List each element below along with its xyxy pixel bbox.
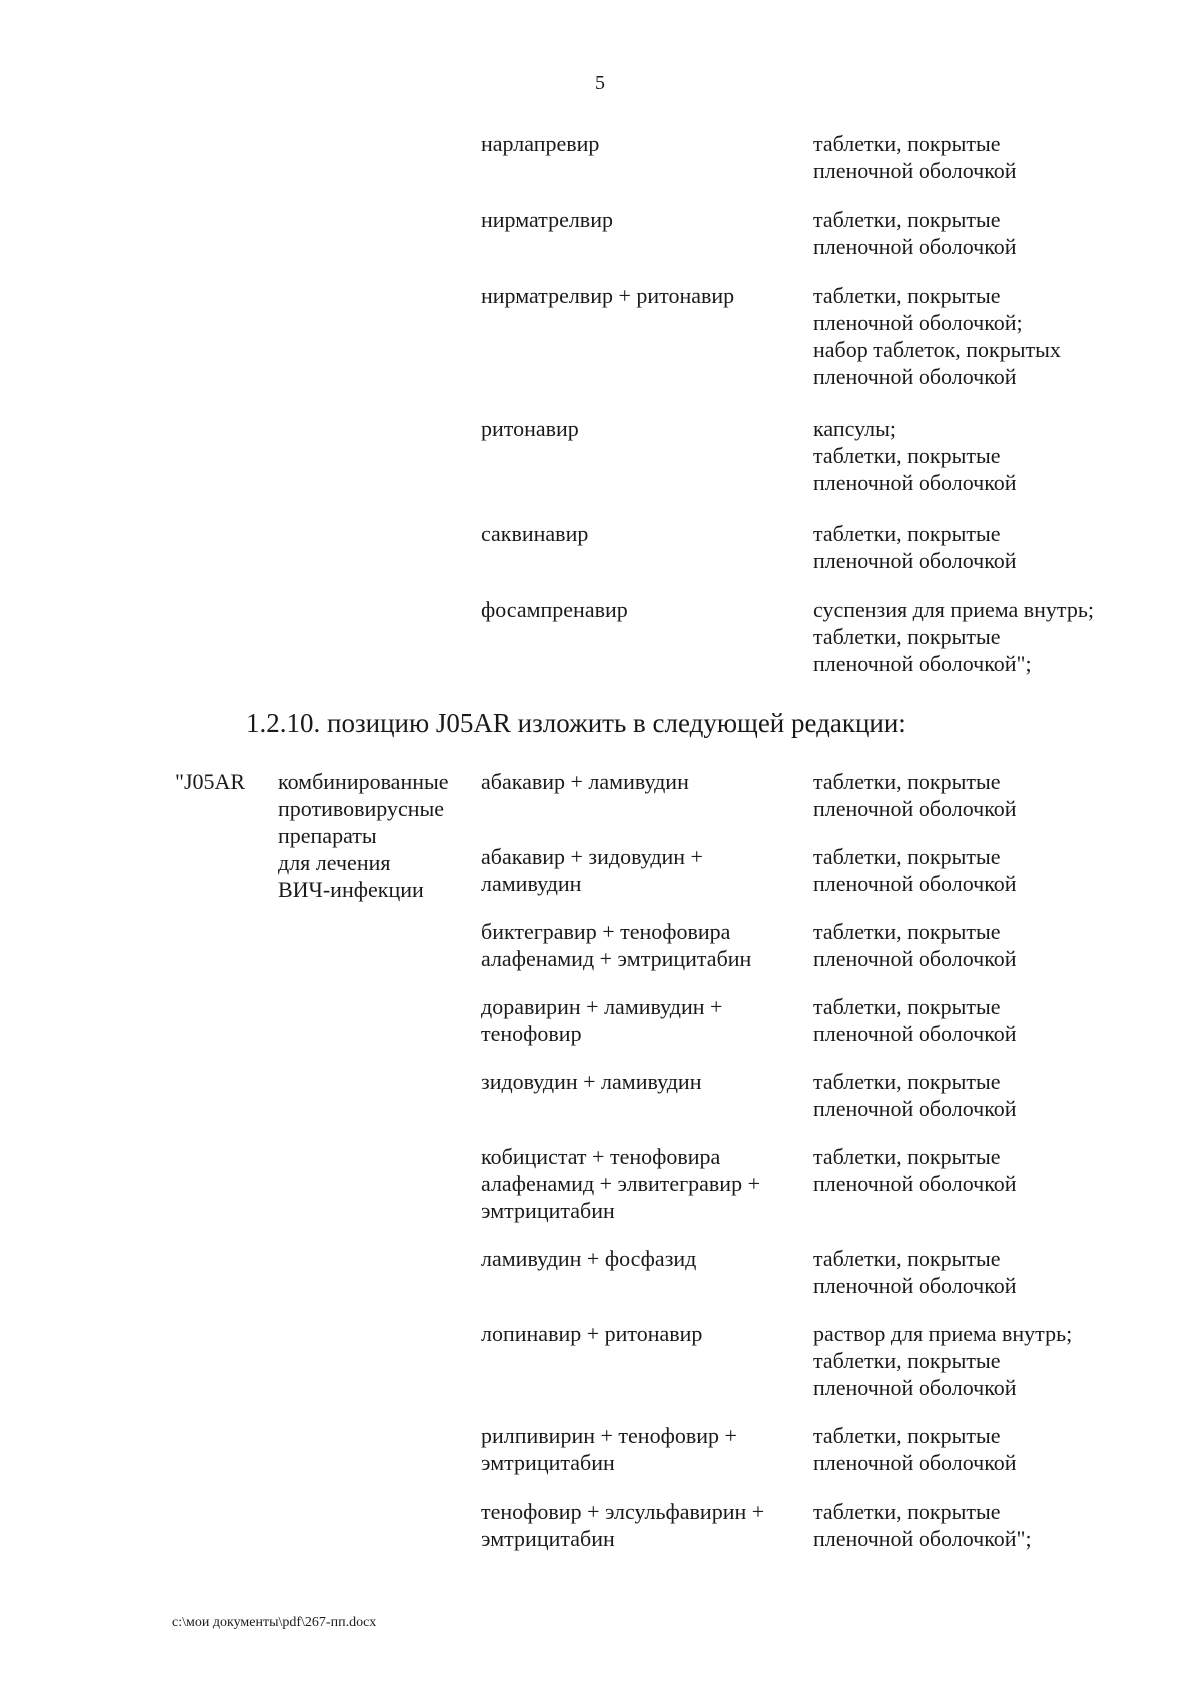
drug-name-line: алафенамид + элвитегравир + (481, 1171, 760, 1196)
drug-name (481, 415, 811, 442)
drug-name-line: эмтрицитабин (481, 1450, 615, 1475)
dosage-form (813, 282, 1193, 390)
dosage-form-line: таблетки, покрытые (813, 844, 1001, 869)
dosage-form-line: таблетки, покрытые (813, 521, 1001, 546)
drug-name-line: ритонавир (481, 416, 579, 441)
drug-name-line: саквинавир (481, 521, 589, 546)
dosage-form-line: таблетки, покрытые (813, 624, 1001, 649)
drug-name-line: эмтрицитабин (481, 1198, 615, 1223)
drug-name-line: зидовудин + ламивудин (481, 1069, 702, 1094)
dosage-form-line: таблетки, покрытые (813, 443, 1001, 468)
dosage-form (813, 993, 1193, 1047)
dosage-form (813, 918, 1193, 972)
drug-name (481, 1320, 811, 1347)
dosage-form (813, 1245, 1193, 1299)
dosage-form (813, 415, 1193, 496)
drug-name (481, 1422, 811, 1476)
dosage-form (813, 206, 1193, 260)
amendment-instruction: 1.2.10. позицию J05AR изложить в следующей редакции: (246, 708, 906, 738)
drug-name-line: нирматрелвир + ритонавир (481, 283, 735, 308)
dosage-form-line: пленочной оболочкой"; (813, 1526, 1032, 1551)
dosage-form (813, 520, 1193, 574)
dosage-form-line: пленочной оболочкой (813, 1450, 1017, 1475)
dosage-form (813, 1498, 1193, 1552)
drug-name-line: рилпивирин + тенофовир + (481, 1423, 737, 1448)
dosage-form-line: пленочной оболочкой (813, 1021, 1017, 1046)
dosage-form-line: пленочной оболочкой (813, 871, 1017, 896)
dosage-form-line: капсулы; (813, 416, 896, 441)
dosage-form-line: таблетки, покрытые (813, 994, 1001, 1019)
drug-name-line: нарлапревир (481, 131, 600, 156)
drug-name-line: ламивудин + фосфазид (481, 1246, 697, 1271)
dosage-form (813, 596, 1193, 677)
dosage-form-line: таблетки, покрытые (813, 283, 1001, 308)
dosage-form (813, 1422, 1193, 1476)
drug-name (481, 768, 811, 795)
dosage-form-line: пленочной оболочкой (813, 1171, 1017, 1196)
dosage-form-line: пленочной оболочкой (813, 1375, 1017, 1400)
drug-name (481, 520, 811, 547)
dosage-form-line: пленочной оболочкой (813, 470, 1017, 495)
dosage-form (813, 1068, 1193, 1122)
drug-name (481, 993, 811, 1047)
drug-name (481, 1143, 811, 1224)
drug-name-line: нирматрелвир (481, 207, 613, 232)
dosage-form (813, 130, 1193, 184)
dosage-form-line: пленочной оболочкой (813, 364, 1017, 389)
dosage-form-line: пленочной оболочкой (813, 158, 1017, 183)
drug-name (481, 918, 811, 972)
drug-name-line: биктегравир + тенофовира (481, 919, 731, 944)
group-name-line: противовирусные (278, 796, 445, 821)
file-path-footer: c:\мои документы\pdf\267-пп.docx (172, 1615, 377, 1630)
drug-name-line: доравирин + ламивудин + (481, 994, 723, 1019)
group-name-line: комбинированные (278, 769, 449, 794)
dosage-form-line: пленочной оболочкой; (813, 310, 1023, 335)
drug-name (481, 843, 811, 897)
dosage-form-line: пленочной оболочкой (813, 1096, 1017, 1121)
dosage-form-line: пленочной оболочкой"; (813, 651, 1032, 676)
group-name-line: ВИЧ-инфекции (278, 877, 424, 902)
dosage-form-line: таблетки, покрытые (813, 1348, 1001, 1373)
drug-name-line: тенофовир (481, 1021, 582, 1046)
dosage-form-line: суспензия для приема внутрь; (813, 597, 1094, 622)
drug-name-line: алафенамид + эмтрицитабин (481, 946, 752, 971)
drug-name-line: кобицистат + тенофовира (481, 1144, 721, 1169)
dosage-form-line: таблетки, покрытые (813, 919, 1001, 944)
drug-name-line: абакавир + зидовудин + (481, 844, 703, 869)
dosage-form-line: таблетки, покрытые (813, 1499, 1001, 1524)
dosage-form-line: пленочной оболочкой (813, 548, 1017, 573)
drug-name-line: лопинавир + ритонавир (481, 1321, 703, 1346)
dosage-form-line: таблетки, покрытые (813, 1423, 1001, 1448)
dosage-form-line: пленочной оболочкой (813, 234, 1017, 259)
dosage-form-line: таблетки, покрытые (813, 1246, 1001, 1271)
dosage-form (813, 843, 1193, 897)
drug-name (481, 206, 811, 233)
dosage-form-line: пленочной оболочкой (813, 796, 1017, 821)
drug-name (481, 1498, 811, 1552)
dosage-form-line: таблетки, покрытые (813, 1069, 1001, 1094)
drug-name (481, 596, 811, 623)
group-name-line: для лечения (278, 850, 391, 875)
dosage-form-line: таблетки, покрытые (813, 131, 1001, 156)
group-name-line: препараты (278, 823, 377, 848)
page-number: 5 (595, 72, 605, 94)
dosage-form-line: раствор для приема внутрь; (813, 1321, 1073, 1346)
atc-code: "J05AR (175, 769, 246, 794)
drug-name (481, 282, 811, 309)
dosage-form (813, 1320, 1193, 1401)
dosage-form-line: пленочной оболочкой (813, 946, 1017, 971)
drug-name-line: тенофовир + элсульфавирин + (481, 1499, 765, 1524)
drug-name-line: фосампренавир (481, 597, 628, 622)
drug-name-line: ламивудин (481, 871, 582, 896)
drug-name (481, 130, 811, 157)
pharmacological-group (278, 768, 478, 903)
drug-name-line: абакавир + ламивудин (481, 769, 689, 794)
dosage-form-line: таблетки, покрытые (813, 207, 1001, 232)
dosage-form-line: набор таблеток, покрытых (813, 337, 1061, 362)
dosage-form-line: пленочной оболочкой (813, 1273, 1017, 1298)
dosage-form-line: таблетки, покрытые (813, 769, 1001, 794)
dosage-form-line: таблетки, покрытые (813, 1144, 1001, 1169)
dosage-form (813, 1143, 1193, 1197)
drug-name (481, 1245, 811, 1272)
drug-name (481, 1068, 811, 1095)
drug-name-line: эмтрицитабин (481, 1526, 615, 1551)
dosage-form (813, 768, 1193, 822)
